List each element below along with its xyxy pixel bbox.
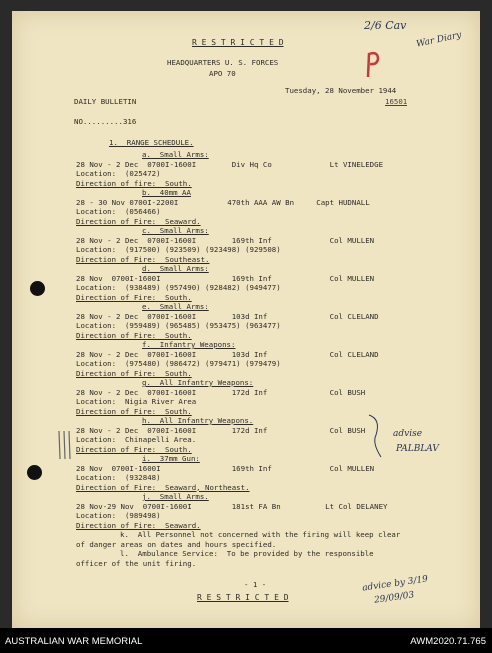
schedule-line: Direction of Fire: South. xyxy=(76,330,192,340)
schedule-line: 28 Nov 0700I-1600I 169th Inf Col MULLEN xyxy=(76,463,375,473)
schedule-line: Direction of Fire: South. xyxy=(76,444,192,454)
page-stamp: 16501 xyxy=(385,97,408,106)
document-page xyxy=(12,11,480,628)
org-heading: HEADQUARTERS U. S. FORCES xyxy=(167,58,279,67)
handwritten-war-diary: War Diary xyxy=(415,30,463,50)
schedule-line: h. All Infantry Weapons. xyxy=(142,416,254,425)
archive-reference: AWM2020.71.765 xyxy=(410,636,486,647)
schedule-line: 28 Nov-29 Nov 0700I-1600I 181st FA Bn Lt Col DELANEY xyxy=(76,501,388,511)
schedule-line: Location: Chinapelli Area. xyxy=(76,435,197,444)
schedule-line: Location: (989498) xyxy=(76,511,161,520)
classification-bottom: R E S T R I C T E D xyxy=(197,593,289,602)
schedule-line: Location: (932848) xyxy=(76,473,161,482)
schedule-line: b. 40mm AA xyxy=(142,188,191,197)
punch-hole-top xyxy=(30,281,45,296)
classification-top: R E S T R I C T E D xyxy=(192,38,284,47)
bulletin-title: DAILY BULLETIN xyxy=(74,97,137,106)
schedule-line: of danger areas on dates and hours specified. xyxy=(76,539,277,549)
schedule-line: i. 37mm Gun: xyxy=(142,454,200,463)
schedule-line: 28 Nov - 2 Dec 0700I-1600I 172d Inf Col BUSH xyxy=(76,425,366,435)
bracket-mark xyxy=(367,413,385,461)
schedule-line: l. Ambulance Service: To be provided by the responsible xyxy=(120,549,374,558)
schedule-line: e. Small Arms: xyxy=(142,302,209,311)
schedule-line: g. All Infantry Weapons: xyxy=(142,378,254,387)
schedule-line: Direction of Fire: Seaward. xyxy=(76,216,201,226)
schedule-line: 28 Nov - 2 Dec 0700I-1600I 169th Inf Col MULLEN xyxy=(76,235,375,245)
schedule-line: Direction of Fire: South. xyxy=(76,368,192,378)
page-number: - 1 - xyxy=(244,580,267,589)
schedule-line: 28 Nov - 2 Dec 0700I-1600I 172d Inf Col BUSH xyxy=(76,387,366,397)
schedule-line: Direction of fire: South. xyxy=(76,178,192,188)
margin-tally-marks xyxy=(56,429,76,461)
punch-hole-bottom xyxy=(27,465,42,480)
handwritten-advice: advice by 3/19 xyxy=(361,574,429,594)
handwritten-unit: 2/6 Cav xyxy=(364,19,407,32)
schedule-line: Location: (975480) (986472) (979471) (979479) xyxy=(76,359,281,368)
schedule-line: Direction of Fire: Southeast. xyxy=(76,254,210,264)
schedule-line: Direction of Fire: Seaward. xyxy=(76,520,201,530)
schedule-line: Location: (917500) (923509) (923498) (929508) xyxy=(76,245,281,254)
bulletin-date: Tuesday, 28 November 1944 xyxy=(285,86,397,95)
schedule-line: c. Small Arms: xyxy=(142,226,209,235)
schedule-line: 28 - 30 Nov 0700I-2200I 470th AAA AW Bn Capt HUDNALL xyxy=(76,197,370,207)
schedule-line: 28 Nov - 2 Dec 0700I-1600I Div Hq Co Lt VINELEDGE xyxy=(76,159,384,169)
schedule-line: Location: Nigia River Area xyxy=(76,397,197,406)
schedule-line: f. Infantry Weapons: xyxy=(142,340,236,349)
schedule-line: Direction of Fire: Seaward, Northeast. xyxy=(76,482,250,492)
handwritten-margin-note: PALBLAV xyxy=(396,444,439,454)
schedule-line: Direction of Fire: South. xyxy=(76,292,192,302)
schedule-line: Location: (025472) xyxy=(76,169,161,178)
apo-line: APO 70 xyxy=(209,69,236,78)
schedule-line: k. All Personnel not concerned with the firing will keep clear xyxy=(120,530,401,539)
schedule-line: a. Small Arms: xyxy=(142,150,209,159)
schedule-line: officer of the unit firing. xyxy=(76,558,197,568)
section-heading: 1. RANGE SCHEDULE. xyxy=(109,138,194,147)
schedule-line: 28 Nov - 2 Dec 0700I-1600I 103d Inf Col CLELAND xyxy=(76,349,379,359)
handwritten-date: 29/09/03 xyxy=(373,590,415,606)
archive-name: AUSTRALIAN WAR MEMORIAL xyxy=(5,636,143,647)
schedule-line: Location: (056466) xyxy=(76,207,161,216)
bulletin-number: NO.........316 xyxy=(74,117,137,126)
schedule-line: Location: (938489) (957490) (928482) (949477) xyxy=(76,283,281,292)
red-pen-mark xyxy=(364,49,386,81)
schedule-line: Location: (959489) (965485) (953475) (963477) xyxy=(76,321,281,330)
schedule-line: j. Small Arms. xyxy=(142,492,209,501)
schedule-line: d. Small Arms: xyxy=(142,264,209,273)
schedule-line: 28 Nov - 2 Dec 0700I-1600I 103d Inf Col CLELAND xyxy=(76,311,379,321)
schedule-line: 28 Nov 0700I-1600I 169th Inf Col MULLEN xyxy=(76,273,375,283)
handwritten-advise: advise xyxy=(393,429,423,439)
schedule-line: Direction of Fire: South. xyxy=(76,406,192,416)
archive-footer xyxy=(0,628,492,653)
